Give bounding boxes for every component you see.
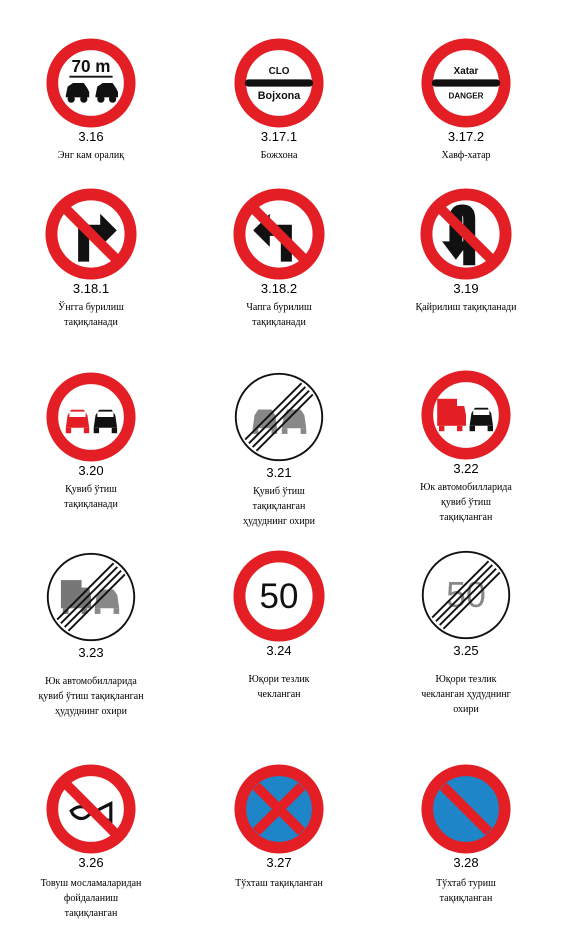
sign-caption: Юқори тезлик чекланган <box>248 674 310 700</box>
sign-card <box>1 372 181 512</box>
no-right-turn-sign-icon <box>45 188 137 280</box>
no-stopping-sign-icon <box>234 764 324 854</box>
svg-text:Bojxona: Bojxona <box>257 90 301 103</box>
sign-card <box>189 188 369 330</box>
sign-caption: Чапга бурилиш тақиқланади <box>246 302 312 328</box>
sign-caption: Қувиб ўтиш тақиқланади <box>64 484 118 510</box>
sign-caption: Товуш мосламаларидан фойдаланиш тақиқланган <box>40 878 142 919</box>
sign-card <box>376 38 556 163</box>
sign-card <box>376 764 556 906</box>
sign-caption: Тўхтаб туриш тақиқланган <box>436 878 496 904</box>
sign-card <box>1 188 181 330</box>
sign-code: 3.16 <box>78 129 104 144</box>
svg-text:CLO: CLO <box>268 66 290 77</box>
sign-code: 3.27 <box>266 855 292 870</box>
sign-card <box>1 38 181 163</box>
sign-code: 3.25 <box>453 643 479 658</box>
no-left-turn-sign-icon <box>233 188 325 280</box>
no-overtaking-sign-icon <box>46 372 136 462</box>
sign-code: 3.21 <box>266 465 292 480</box>
sign-card <box>376 370 556 525</box>
speed-limit-sign-icon <box>233 550 325 642</box>
sign-code: 3.24 <box>266 643 292 658</box>
no-truck-overtaking-sign-icon <box>421 370 511 460</box>
end-no-overtaking-sign-icon <box>232 370 326 464</box>
sign-card <box>376 548 556 717</box>
svg-text:70 m: 70 m <box>71 57 111 77</box>
min-distance-sign-icon <box>46 38 136 128</box>
sign-card <box>189 764 369 891</box>
sign-card <box>189 38 369 163</box>
svg-text:50: 50 <box>446 575 486 616</box>
sign-caption: Божхона <box>260 150 298 161</box>
sign-card <box>376 188 556 315</box>
sign-caption: Ўнгга бурилиш тақиқланади <box>58 302 124 328</box>
sign-caption: Хавф-хатар <box>441 150 491 161</box>
sign-code: 3.19 <box>453 281 479 296</box>
sign-caption: Тўхташ тақиқланган <box>235 878 323 889</box>
sign-code: 3.26 <box>78 855 104 870</box>
end-speed-limit-sign-icon <box>419 548 513 642</box>
sign-card <box>189 370 369 529</box>
sign-code: 3.28 <box>453 855 479 870</box>
svg-text:DANGER: DANGER <box>448 91 484 101</box>
sign-code: 3.18.1 <box>72 281 110 296</box>
sign-caption: Қайрилиш тақиқланади <box>415 302 517 313</box>
sign-code: 3.22 <box>453 461 479 476</box>
sign-caption: Юқори тезлик чекланган ҳудуднинг охири <box>421 674 511 715</box>
sign-card <box>189 550 369 702</box>
sign-card <box>1 550 181 719</box>
svg-text:50: 50 <box>259 576 299 616</box>
sign-code: 3.18.2 <box>260 281 298 296</box>
sign-card <box>1 764 181 921</box>
sign-code: 3.20 <box>78 463 104 478</box>
sign-code: 3.23 <box>78 645 104 660</box>
sign-code: 3.17.2 <box>447 129 485 144</box>
svg-text:Xatar: Xatar <box>453 66 479 77</box>
customs-sign-icon <box>234 38 324 128</box>
sign-caption: Юк автомобилларида қувиб ўтиш тақиқланган <box>420 482 512 523</box>
sign-caption: Энг кам оралиқ <box>57 150 125 161</box>
sign-code: 3.17.1 <box>260 129 298 144</box>
danger-sign-icon <box>421 38 511 128</box>
no-u-turn-sign-icon <box>420 188 512 280</box>
end-no-truck-overtaking-sign-icon <box>44 550 138 644</box>
sign-caption: Юк автомобилларида қувиб ўтиш тақиқланган ҳудуднинг охири <box>38 676 144 717</box>
sign-caption: Қувиб ўтиш тақиқланган ҳудуднинг охири <box>242 486 316 527</box>
no-horn-sign-icon <box>46 764 136 854</box>
no-parking-sign-icon <box>421 764 511 854</box>
